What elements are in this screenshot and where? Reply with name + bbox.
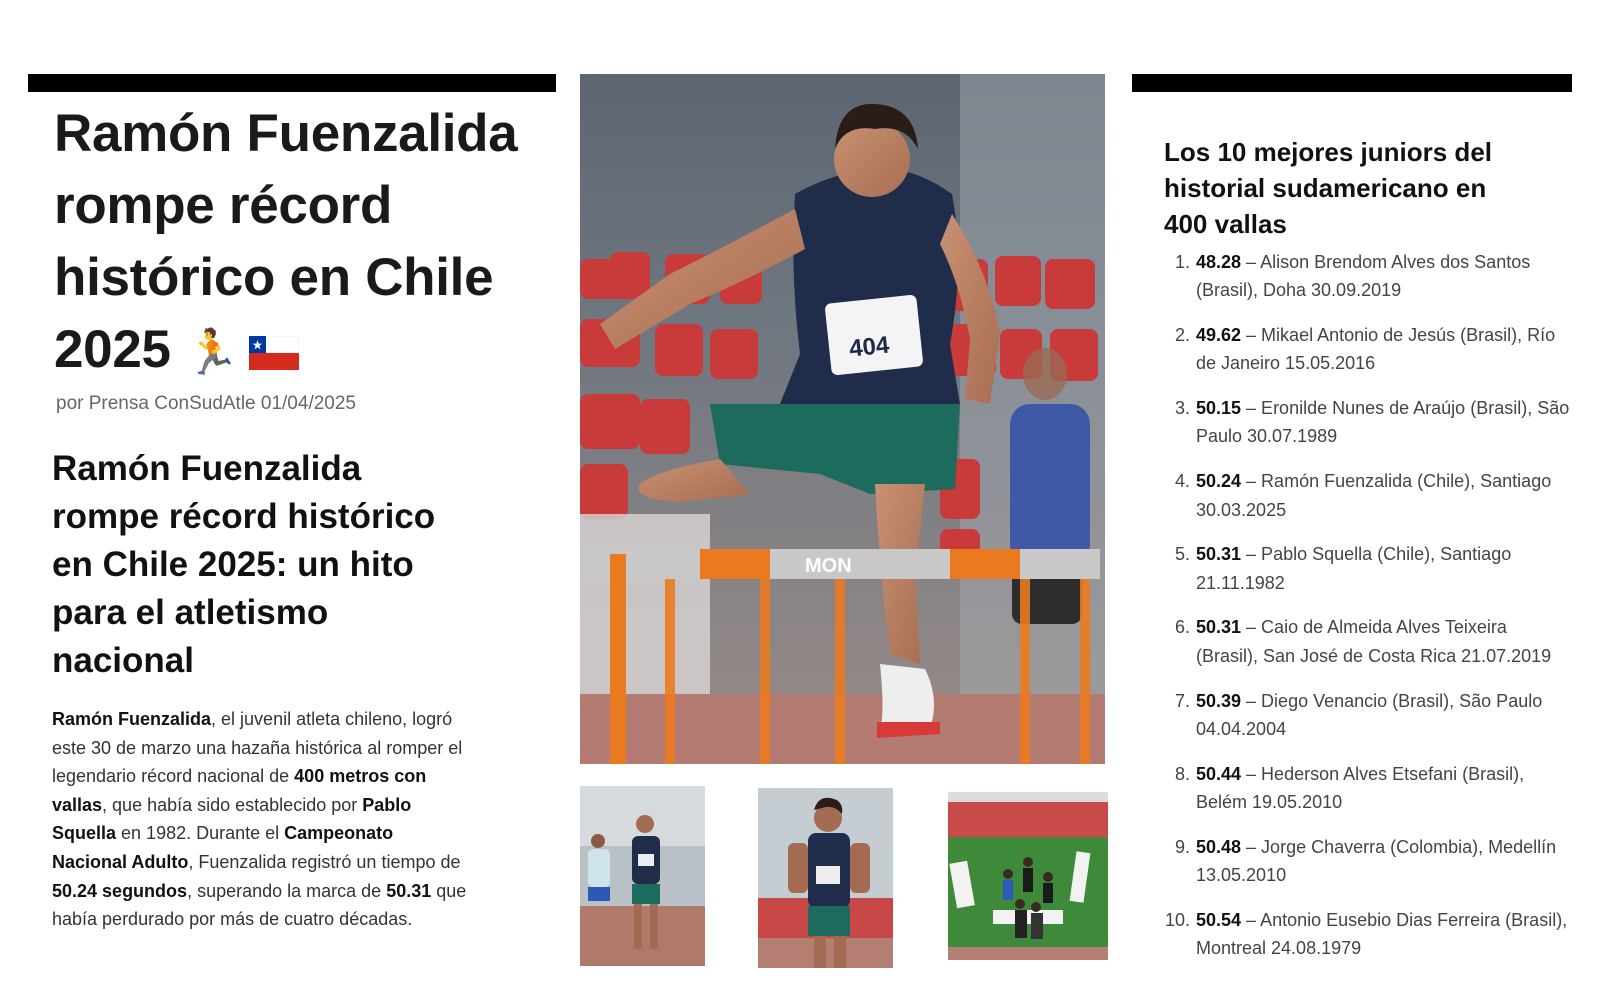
body-bold-run: Campeonato Nacional Adulto: [52, 823, 394, 872]
ranking-item: [1132, 613, 1572, 670]
chile-flag-icon: [249, 336, 299, 370]
ranking-mark: 50.39: [1196, 690, 1242, 711]
ranking-item: [1132, 540, 1572, 597]
ranking-column: [1132, 74, 1572, 979]
ranking-athlete: – Mikael Antonio de Jesús (Brasil), Río de Janeiro 15.05.2016: [1196, 325, 1556, 374]
bib-number: 404: [847, 331, 891, 363]
ranking-athlete: – Antonio Eusebio Dias Ferreira (Brasil), Montreal 24.08.1979: [1196, 909, 1568, 959]
ranking-number: 7.: [1174, 690, 1190, 711]
body-text-run: que había perdurado por más de cuatro décadas.: [52, 880, 467, 930]
ranking-item: [1132, 321, 1572, 378]
ranking-number: 3.: [1174, 398, 1190, 419]
headline-line: rompe récord: [54, 176, 393, 235]
ranking-mark: 50.31: [1196, 544, 1242, 565]
body-bold-run: Ramón Fuenzalida: [52, 709, 212, 729]
ranking-number: 10.: [1164, 909, 1190, 930]
headline-year: 2025: [54, 320, 171, 379]
body-bold-run: Pablo Squella: [52, 794, 412, 844]
ranking-title: Los 10 mejores juniors del historial sudamericano en 400 vallas: [1164, 137, 1492, 239]
article-body: [52, 705, 472, 934]
headline-line-last: [54, 314, 554, 389]
ranking-athlete: – Alison Brendom Alves dos Santos (Brasil), Doha 30.09.2019: [1196, 252, 1531, 301]
ranking-mark: 50.24: [1196, 471, 1242, 492]
ranking-item: [1132, 248, 1572, 305]
ranking-mark: 50.31: [1196, 617, 1242, 638]
ranking-number: 1.: [1174, 252, 1190, 272]
ranking-item: [1132, 394, 1572, 451]
ranking-item: [1132, 760, 1572, 817]
ranking-number: 6.: [1174, 617, 1190, 638]
ranking-athlete: – Jorge Chaverra (Colombia), Medellín 13.05.2010: [1196, 836, 1557, 886]
ranking-mark: 50.54: [1196, 909, 1242, 930]
ranking-item: [1132, 467, 1572, 524]
body-bold-run: 400 metros con vallas: [52, 766, 427, 815]
ranking-athlete: – Diego Venancio (Brasil), São Paulo 04.04.2004: [1196, 690, 1543, 739]
runner-emoji-icon: 🏃: [184, 328, 240, 377]
ranking-item: [1132, 833, 1572, 890]
body-text-run: , Fuenzalida registró un tiempo de: [188, 851, 461, 872]
thumbnail-photo-2[interactable]: [758, 788, 893, 968]
byline: por Prensa ConSudAtle 01/04/2025: [56, 393, 356, 414]
ranking-number: 4.: [1174, 471, 1190, 492]
ranking-mark: 49.62: [1196, 325, 1242, 346]
body-bold-run: 50.31: [386, 880, 432, 901]
ranking-mark: 50.44: [1196, 763, 1242, 784]
body-text-run: , el juvenil atleta chileno, logró este 30 de marzo una hazaña histórica al romper el legendario récord nacional de: [52, 709, 463, 787]
ranking-athlete: – Ramón Fuenzalida (Chile), Santiago 30.03.2025: [1196, 471, 1552, 520]
ranking-list: [1132, 248, 1572, 962]
ranking-mark: 50.15: [1196, 398, 1242, 419]
top-rule-left: [28, 74, 556, 92]
thumbnail-photo-1[interactable]: [580, 786, 705, 966]
hurdler-main-photo: [580, 74, 1105, 764]
ranking-number: 8.: [1174, 763, 1190, 784]
ranking-mark: 48.28: [1196, 252, 1242, 272]
hurdle-brand-text: MON: [805, 555, 852, 577]
ranking-athlete: – Eronilde Nunes de Araújo (Brasil), São Paulo 30.07.1989: [1196, 398, 1570, 447]
headline-line: histórico en Chile: [54, 248, 494, 307]
ranking-athlete: – Hederson Alves Etsefani (Brasil), Belém 19.05.2010: [1196, 763, 1525, 812]
headline: [54, 98, 554, 389]
headline-line: Ramón Fuenzalida: [54, 104, 518, 163]
ranking-mark: 50.48: [1196, 836, 1242, 857]
ranking-number: 9.: [1174, 836, 1190, 857]
ranking-number: 2.: [1174, 325, 1190, 346]
thumbnail-photo-3[interactable]: [948, 792, 1108, 960]
ranking-athlete: – Pablo Squella (Chile), Santiago 21.11.1982: [1196, 544, 1512, 593]
body-bold-run: 50.24 segundos: [52, 880, 188, 901]
ranking-item: [1132, 687, 1572, 744]
top-rule-right: [1132, 74, 1572, 92]
ranking-athlete: – Caio de Almeida Alves Teixeira (Brasil), San José de Costa Rica 21.07.2019: [1196, 617, 1552, 666]
body-text-run: en 1982. Durante el: [116, 823, 285, 844]
body-text-run: , que había sido establecido por: [102, 794, 363, 815]
ranking-item: [1132, 906, 1572, 963]
body-text-run: , superando la marca de: [187, 880, 387, 901]
ranking-number: 5.: [1174, 544, 1190, 565]
article-subhead: Ramón Fuenzalida rompe récord histórico en Chile 2025: un hito para el atletismo nacional: [52, 449, 436, 680]
article-column: [28, 74, 556, 934]
